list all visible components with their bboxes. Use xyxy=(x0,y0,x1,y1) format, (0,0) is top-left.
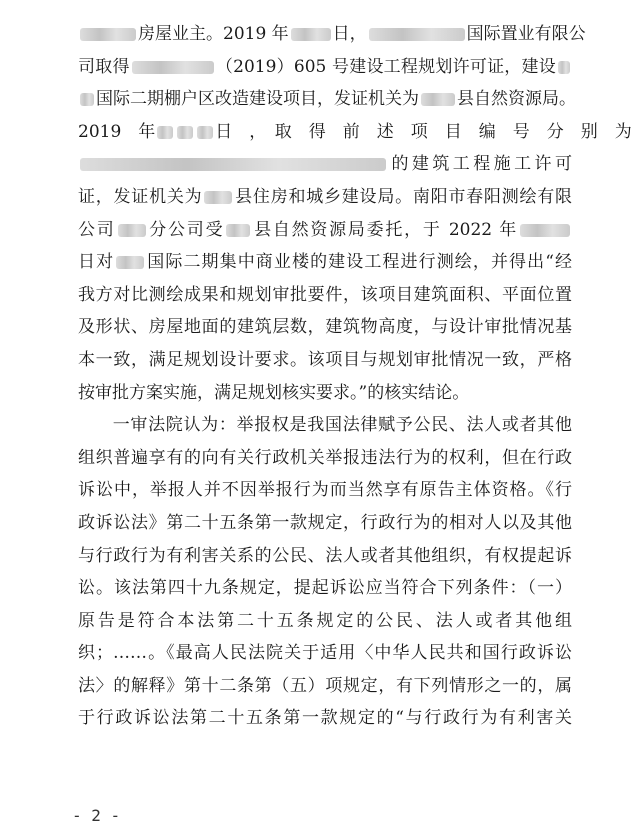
redaction-blur xyxy=(204,191,232,204)
text-segment: 于行政诉讼法第二十五条第一款规定的“与行政行为有利害关 xyxy=(78,708,572,729)
text-line xyxy=(78,507,572,540)
redaction-blur xyxy=(80,93,94,106)
text-segment: 法〉的解释》第十二条第（五）项规定，有下列情形之一的，属 xyxy=(78,675,572,696)
redaction-blur xyxy=(157,126,173,139)
text-line xyxy=(78,670,572,703)
text-segment: （2019）605 号建设工程规划许可证，建设 xyxy=(215,56,556,77)
text-line xyxy=(78,214,572,247)
text-segment: 县自然资源局委托，于 2022 年 xyxy=(252,219,519,240)
text-line xyxy=(78,311,572,344)
text-line xyxy=(78,572,572,605)
redaction-blur xyxy=(116,256,144,269)
text-segment: 日对 xyxy=(78,252,115,273)
text-segment: 国际二期集中商业楼的建设工程进行测绘，并得出“经 xyxy=(146,252,572,273)
text-line xyxy=(78,83,576,116)
text-segment: 分公司受 xyxy=(147,219,225,240)
text-segment: 与行政行为有利害关系的公民、法人或者其他组织，有权提起诉 xyxy=(78,545,572,566)
text-line xyxy=(78,474,572,507)
text-line xyxy=(78,246,572,279)
text-segment: 的建筑工程施工许可 xyxy=(388,154,572,175)
text-line xyxy=(78,540,572,573)
paragraph xyxy=(78,409,572,735)
redaction-blur xyxy=(291,28,331,41)
text-segment: 及形状、房屋地面的建筑层数，建筑物高度，与设计审批情况基 xyxy=(78,317,572,338)
text-line xyxy=(78,442,572,475)
text-segment: 政诉讼法》第二十五条第一款规定，行政行为的相对人以及其他 xyxy=(78,512,572,533)
text-line xyxy=(78,702,572,735)
text-segment: 国际二期棚户区改造建设项目，发证机关为 xyxy=(96,89,419,110)
text-segment: 司取得 xyxy=(78,56,130,77)
text-segment: 县自然资源局。 xyxy=(457,89,576,110)
text-line xyxy=(78,181,572,214)
text-line xyxy=(78,279,572,312)
text-segment: 2019 年 xyxy=(78,121,156,142)
text-segment: 日 ， 取 得 前 述 项 目 编 号 分 别 为 xyxy=(215,121,632,142)
text-line xyxy=(78,637,572,670)
redaction-blur xyxy=(369,28,465,41)
text-segment: 本一致，满足规划设计要求。该项目与规划审批情况一致，严格 xyxy=(78,349,572,370)
redaction-blur xyxy=(118,224,146,237)
text-line xyxy=(78,377,572,410)
text-line xyxy=(78,605,572,638)
text-line xyxy=(78,51,572,84)
text-line xyxy=(78,116,632,149)
text-line xyxy=(78,344,572,377)
redaction-blur xyxy=(226,224,250,237)
text-line xyxy=(78,18,586,51)
page-number: - 2 - xyxy=(72,806,121,825)
redaction-blur xyxy=(132,61,214,74)
redaction-blur xyxy=(80,158,386,171)
text-line xyxy=(78,148,572,181)
text-segment: 讼。该法第四十九条规定，提起诉讼应当符合下列条件：（一） xyxy=(78,578,572,599)
text-segment: 县住房和城乡建设局。南阳市春阳测绘有限 xyxy=(234,186,573,207)
text-segment: 我方对比测绘成果和规划审批要件，该项目建筑面积、平面位置 xyxy=(78,284,572,305)
text-segment: 诉讼中，举报人并不因举报行为而当然享有原告主体资格。《行 xyxy=(78,480,572,501)
redaction-blur xyxy=(421,93,455,106)
redaction-blur xyxy=(558,61,570,74)
text-segment: 一审法院认为：举报权是我国法律赋予公民、法人或者其他 xyxy=(112,415,572,436)
redaction-blur xyxy=(520,224,570,237)
redaction-blur xyxy=(177,126,193,139)
paragraph xyxy=(78,18,632,409)
text-segment: 证，发证机关为 xyxy=(78,186,203,207)
redaction-blur xyxy=(197,126,213,139)
text-segment: 组织普遍享有的向有关行政机关举报违法行为的权利，但在行政 xyxy=(78,447,572,468)
body-text xyxy=(78,18,632,735)
text-line xyxy=(78,409,572,442)
text-segment: 日， xyxy=(332,24,367,44)
text-segment: 按审批方案实施，满足规划核实要求。”的核实结论。 xyxy=(78,382,470,403)
text-segment: 国际置业有限公 xyxy=(466,24,586,44)
text-segment: 原告是符合本法第二十五条规定的公民、法人或者其他组 xyxy=(78,610,572,631)
redaction-blur xyxy=(80,28,136,41)
text-segment: 织；……。《最高人民法院关于适用〈中华人民共和国行政诉讼 xyxy=(78,643,572,664)
text-segment: 房屋业主。2019 年 xyxy=(138,24,289,44)
text-segment: 公司 xyxy=(78,219,116,240)
